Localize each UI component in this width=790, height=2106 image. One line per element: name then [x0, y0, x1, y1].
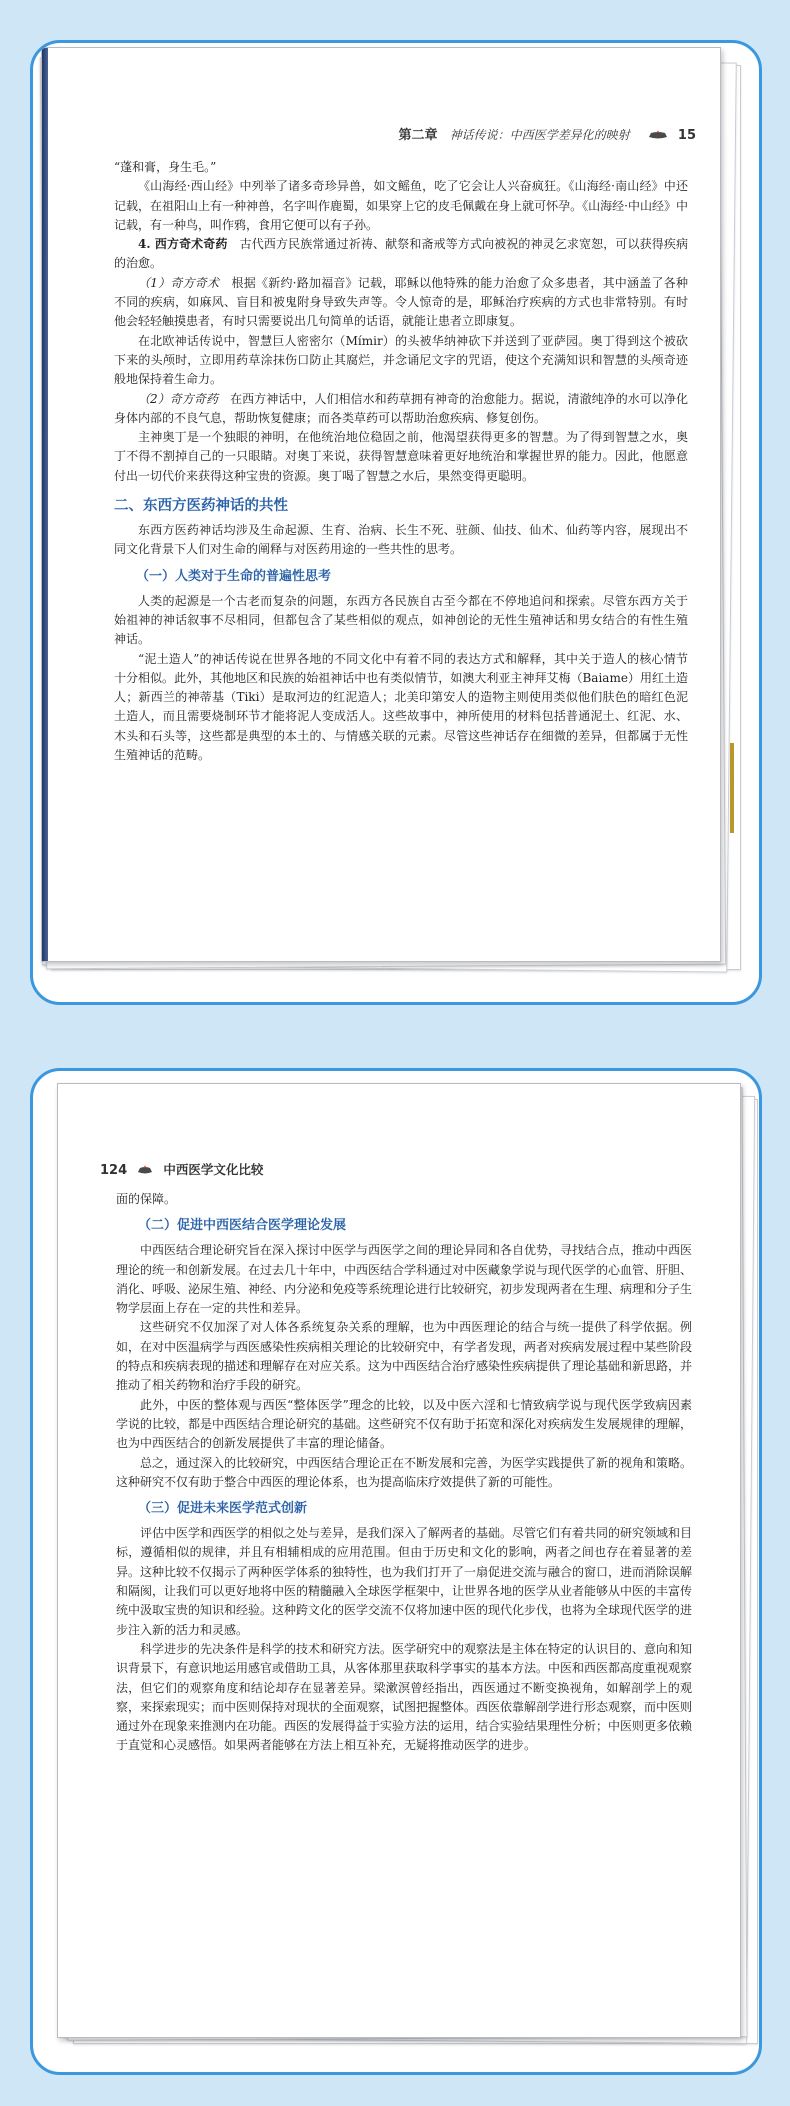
paragraph: 这些研究不仅加深了对人体各系统复杂关系的理解，也为中西医理论的结合与统一提供了科学依据。例如，在对中医温病学与西医感染性疾病相关理论的比较研究中，有学者发现，两者对疾病发展过程中某些阶段的特点和疾病表现的描述和理解存在对应关系。这为中西医结合治疗感染性疾病提供了理论基础和新思路，并推动了相关药物和治疗手段的研究。 [116, 1320, 693, 1393]
lamp-icon [648, 127, 668, 145]
paragraph-label: （2）奇方奇药 [138, 391, 218, 406]
book-page-15 [41, 47, 721, 962]
paragraph: 主神奥丁是一个独眼的神明，在他统治地位稳固之前，他渴望获得更多的智慧。为了得到智慧之水，奥丁不得不割掉自己的一只眼睛。对奥丁来说，获得智慧意味着更好地统治和掌握世界的能力。因此，他愿意付出一切代价来获得这种宝贵的资源。奥丁喝了智慧之水后，果然变得更聪明。 [114, 430, 688, 483]
paragraph: 科学进步的先决条件是科学的技术和研究方法。医学研究中的观察法是主体在特定的认识目的、意向和知识背景下，有意识地运用感官或借助工具，从客体那里获取科学事实的基本方法。中医和西医都高度重视观察法，但它们的观察角度和结论却存在显著差异。梁漱溟曾经指出，西医通过不断变换视角，如解剖学上的观察，来探索现实；而中医则保持对现状的全面观察，试图把握整体。西医依靠解剖学进行形态观察，而中医则通过外在现象来推测内在功能。西医的发展得益于实验方法的运用，结合实验结果理性分析；中医则更多依赖于直觉和心灵感悟。如果两者能够在方法上相互补充，无疑将推动医学的进步。 [116, 1641, 693, 1753]
subsection-heading: （二）促进中西医结合医学理论发展 [138, 1218, 347, 1234]
subsection-heading: （三）促进未来医学范式创新 [138, 1501, 308, 1517]
chapter-subtitle: 神话传说：中西医学差异化的映射 [449, 128, 630, 142]
page-body [116, 1190, 692, 1756]
page-body [114, 158, 688, 765]
paragraph-label: （1）奇方奇术 [138, 275, 220, 290]
paragraph: 面的保障。 [116, 1192, 177, 1206]
page-edge-accent [730, 743, 734, 833]
book-spine [42, 48, 48, 961]
book-page-frame-2 [30, 1068, 762, 2075]
paragraph: 人类的起源是一个古老而复杂的问题，东西方各民族自古至今都在不停地追问和探索。尽管东西方关于始祖神的神话叙事不尽相同，但都包含了某些相似的观点，如神创论的无性生殖神话和男女结合的有性生殖神话。 [114, 593, 688, 647]
book-title: 中西医学文化比较 [163, 1162, 264, 1177]
paragraph [114, 274, 688, 332]
running-header [100, 1160, 263, 1180]
paragraph: 总之，通过深入的比较研究，中西医结合理论正在不断发展和完善，为医学实践提供了新的视角和策略。这种研究不仅有助于整合中西医的理论体系，也为提高临床疗效提供了新的可能性。 [116, 1455, 693, 1489]
lamp-icon [137, 1162, 153, 1180]
paragraph-text: 古代西方民族常通过祈祷、献祭和斋戒等方式向被祝的神灵乞求宽恕，可以获得疾病的治愈。 [114, 237, 688, 271]
paragraph [114, 235, 688, 274]
paragraph: “泥土造人”的神话传说在世界各地的不同文化中有着不同的表达方式和解释，其中关于造人的核心情节十分相似。此外，其他地区和民族的始祖神话中也有类似情节，如澳大利亚主神拜艾梅（Baiame）用红土造人；新西兰的神蒂基（Tiki）是取河边的红泥造人；北美印第安人的造物主则使用类似他们肤色的暗红色泥土造人，而且需要烧制环节才能将泥人变成活人。这些故事中，神所使用的材料包括普通泥土、红泥、水、木头和石头等，这些都是典型的本土的、与情感关联的元素。尽管这些神话存在细微的差异，但都属于无性生殖神话的范畴。 [114, 651, 688, 763]
paragraph-text: 根据《新约·路加福音》记载，耶稣以他特殊的能力治愈了众多患者，其中涵盖了各种不同的疾病，如麻风、盲目和被鬼附身导致失声等。令人惊奇的是，耶稣治疗疾病的方式也非常特别。有时他会轻轻触摸患者，有时只需要说出几句简单的话语，就能让患者立即康复。 [114, 275, 688, 329]
section-heading: 二、东西方医药神话的共性 [114, 498, 288, 515]
book-page-124 [57, 1083, 741, 2038]
paragraph: 中西医结合理论研究旨在深入探讨中医学与西医学之间的理论异同和各自优势，寻找结合点，推动中西医理论的统一和创新发展。在过去几十年中，中西医结合学科通过对中医藏象学说与现代医学的心血管、肝胆、消化、呼吸、泌尿生殖、神经、内分泌和免疫等系统理论进行比较研究，初步发现两者在生理、病理和分子生物学层面上存在一定的共性和差异。 [116, 1243, 693, 1316]
subsection-heading: （一）人类对于生命的普遍性思考 [136, 568, 332, 584]
paragraph-text: 在西方神话中，人们相信水和药草拥有神奇的治愈能力。据说，清澈纯净的水可以净化身体内部的不良气息，帮助恢复健康；而各类草药可以帮助治愈疾病、修复创伤。 [114, 391, 688, 425]
page-number: 124 [100, 1163, 128, 1178]
running-header [398, 124, 696, 145]
paragraph: 此外，中医的整体观与西医“整体医学”理念的比较，以及中医六淫和七情致病学说与现代医学致病因素学说的比较，都是中西医结合理论研究的基础。这些研究不仅有助于拓宽和深化对疾病发生发展规律的理解，也为中西医结合的创新发展提供了丰富的理论储备。 [116, 1397, 693, 1451]
paragraph [114, 390, 688, 429]
paragraph: 东西方医药神话均涉及生命起源、生育、治病、长生不死、驻颜、仙技、仙术、仙药等内容，展现出不同文化背景下人们对生命的阐释与对医药用途的一些共性的思考。 [114, 523, 688, 557]
paragraph: 《山海经·西山经》中列举了诸多奇珍异兽，如文鳐鱼，吃了它会让人兴奋疯狂。《山海经·南山经》中还记载，在祖阳山上有一种神兽，名字叫作鹿蜀，如果穿上它的皮毛佩戴在身上就可怀孕。《山海经·中山经》中记载，有一种鸟，叫作鸦，食用它便可以有子孙。 [114, 179, 688, 232]
chapter-number: 第二章 [398, 128, 438, 143]
paragraph: “蓬和膏，身生毛。” [114, 160, 217, 174]
paragraph: 在北欧神话传说中，智慧巨人密密尔（Mímir）的头被华纳神砍下并送到了亚萨园。奥丁得到这个被砍下来的头颅时，立即用药草涂抹伤口防止其腐烂，并念诵尼文字的咒语，使这个充满知识和智慧的头颅奇迹般地保持着生命力。 [114, 333, 688, 387]
book-page-frame-1 [30, 40, 762, 1005]
page-number: 15 [677, 128, 696, 143]
paragraph-lead: 4. 西方奇术奇药 [138, 237, 228, 252]
paragraph: 评估中医学和西医学的相似之处与差异，是我们深入了解两者的基础。尽管它们有着共同的研究领域和目标，遵循相似的规律，并且有相辅相成的应用范围。但由于历史和文化的影响，两者之间也存在着显著的差异。这种比较不仅揭示了两种医学体系的独特性，也为我们打开了一扇促进交流与融合的窗口，进而消除误解和隔阂，让我们可以更好地将中医的精髓融入全球医学框架中，让世界各地的医学从业者能够从中医的丰富传统中汲取宝贵的知识和经验。这种跨文化的医学交流不仅将加速中医的现代化步伐，也将为全球现代医学的进步注入新的活力和灵感。 [116, 1526, 693, 1637]
